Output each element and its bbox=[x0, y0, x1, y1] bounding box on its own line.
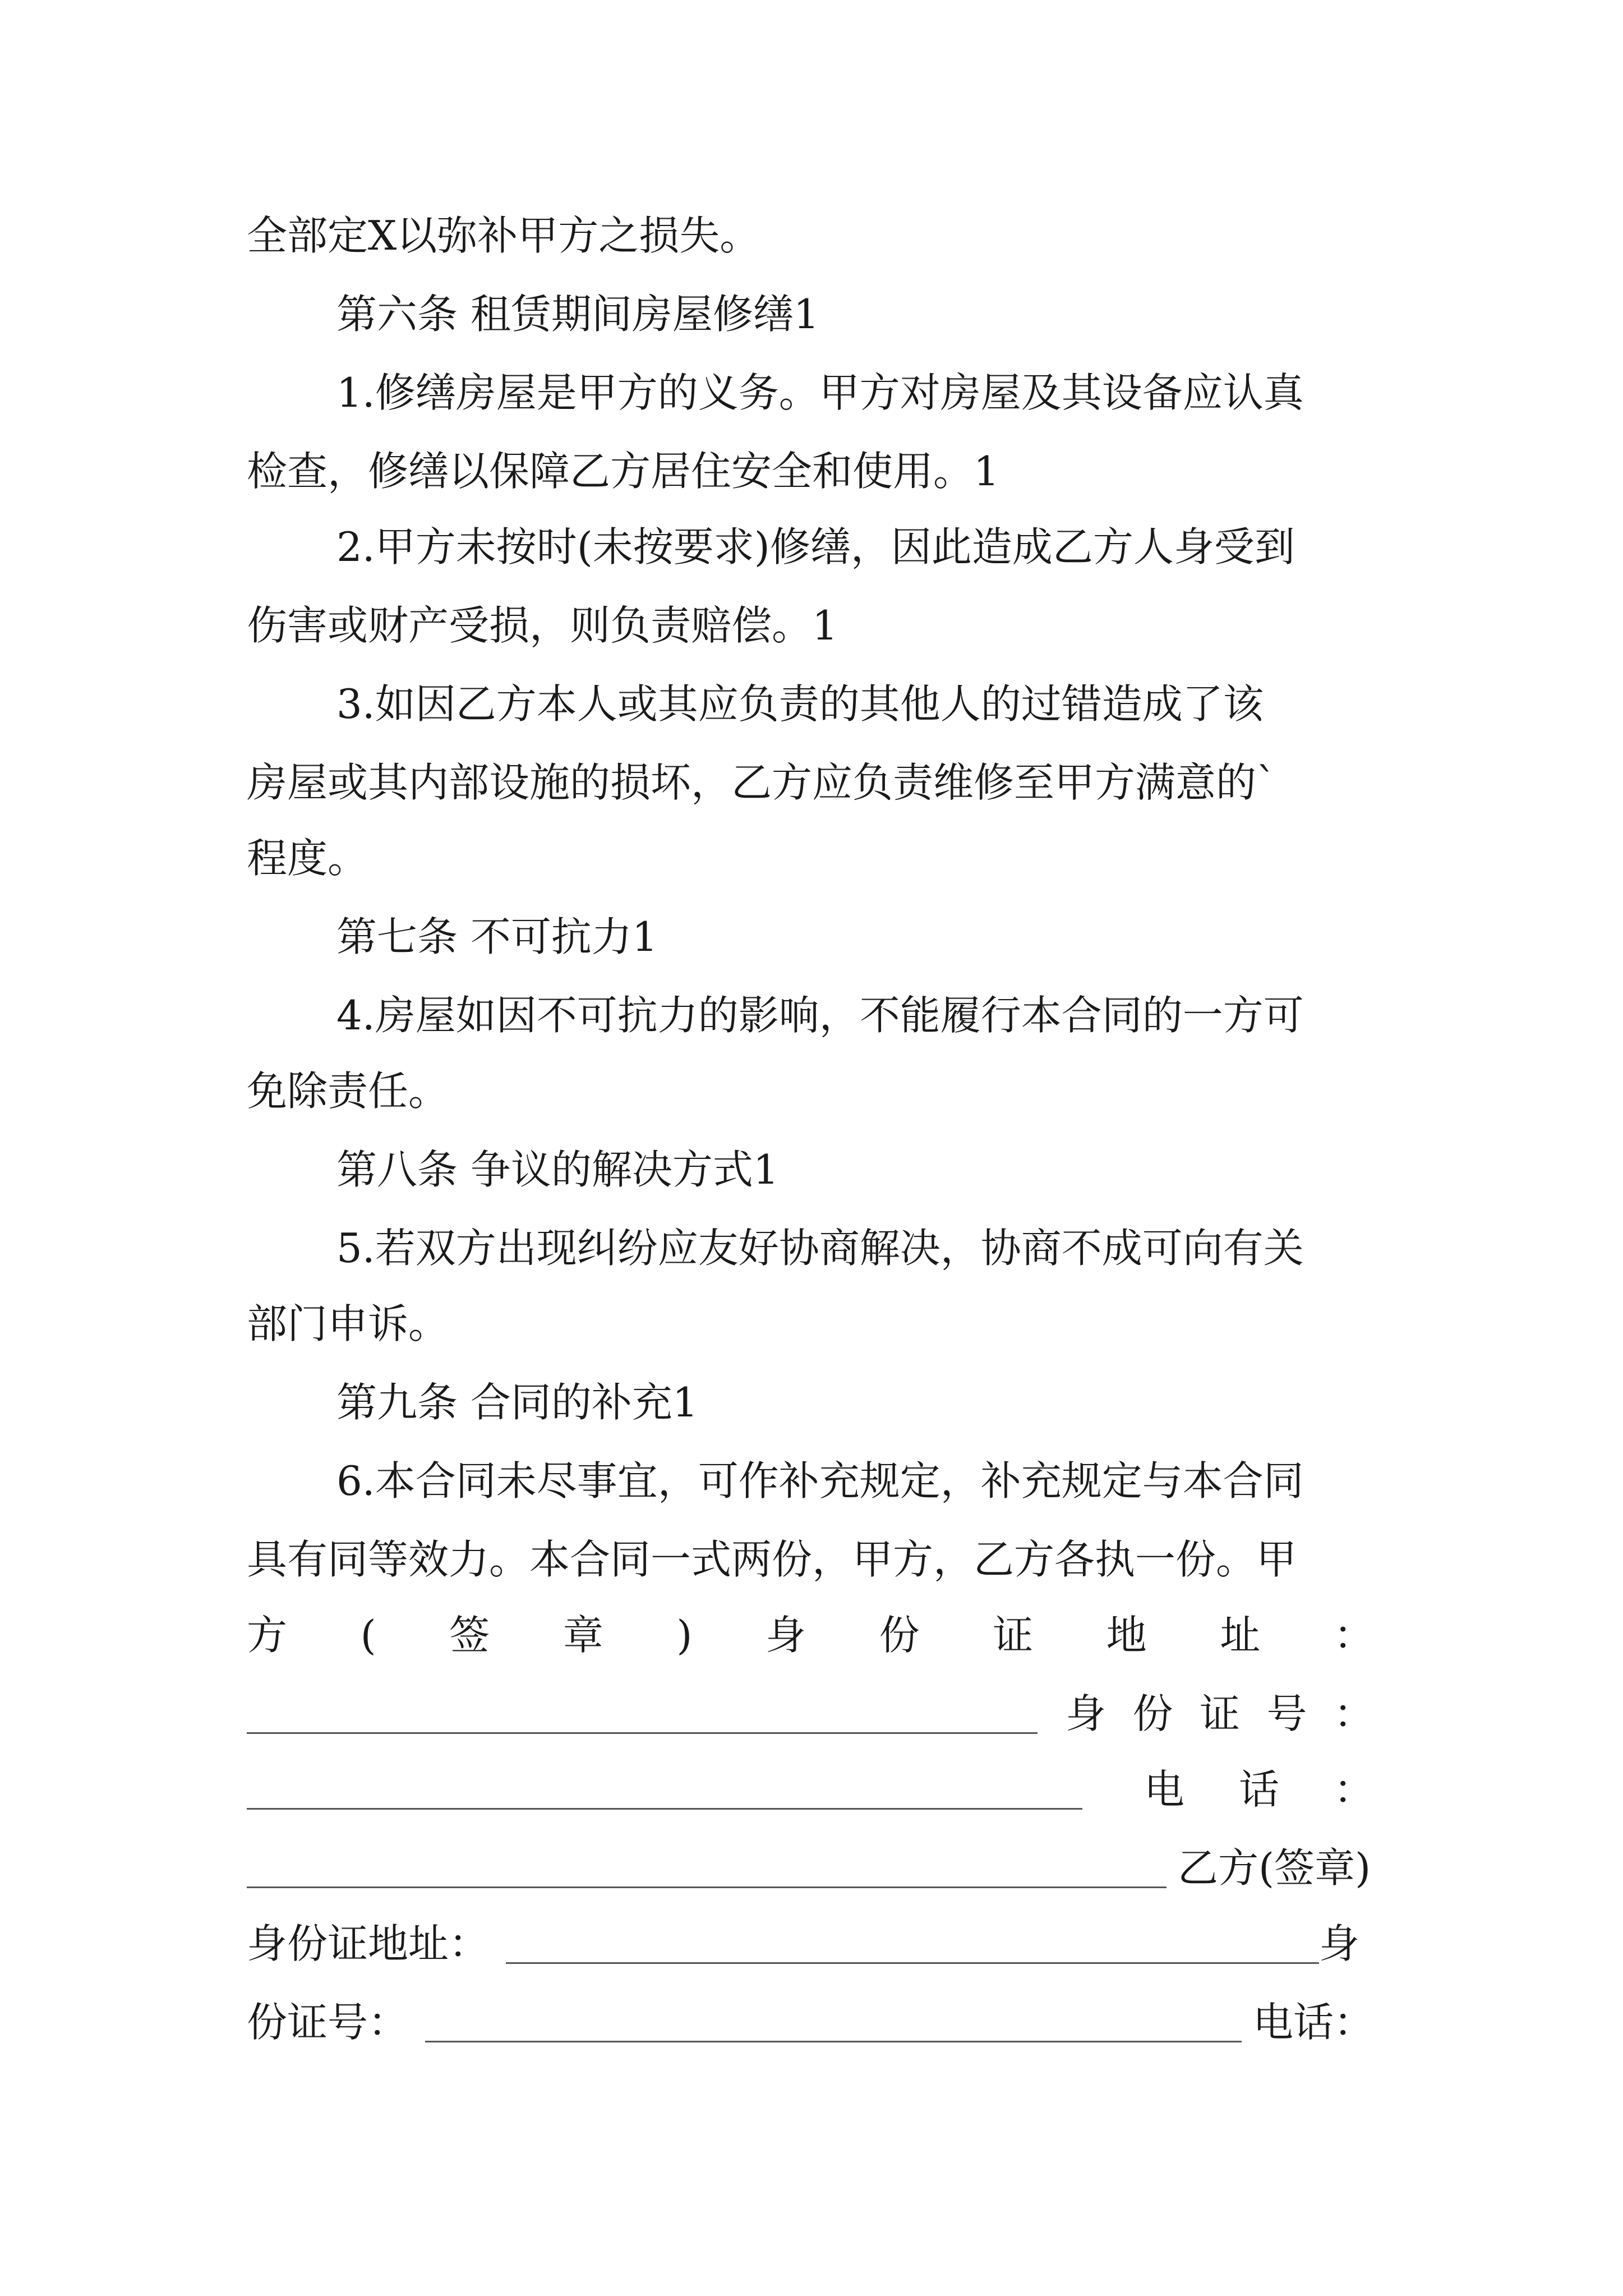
heading-char: 址 bbox=[1220, 1612, 1261, 1659]
article-8-heading: 第八条 争议的解决方式1 bbox=[336, 1146, 779, 1193]
party-b-id-address-row bbox=[247, 1916, 1374, 1972]
label-char: 身 bbox=[1066, 1690, 1106, 1737]
clause-5-line-2: 部门申诉。 bbox=[247, 1300, 449, 1347]
clause-3-line-2: 房屋或其内部设施的损坏，乙方应负责维修至甲方满意的` bbox=[247, 759, 1277, 806]
clause-6-line-1: 6.本合同未尽事宜，可作补充规定，补充规定与本合同 bbox=[336, 1457, 1304, 1504]
phone-blank-line bbox=[247, 1848, 1166, 1888]
clause-2-line-2: 伤害或财产受损，则负责赔偿。1 bbox=[247, 602, 838, 649]
id-address-blank-line bbox=[247, 1694, 1038, 1734]
clause-1-line-2: 检查，修缮以保障乙方居住安全和使用。1 bbox=[247, 448, 999, 495]
phone-label bbox=[1144, 1761, 1374, 1818]
heading-char: ： bbox=[1333, 1612, 1374, 1659]
article-7-heading: 第七条 不可抗力1 bbox=[336, 913, 658, 960]
heading-char: 方 bbox=[247, 1612, 288, 1659]
clause-1-line-1: 1.修缮房屋是甲方的义务。甲方对房屋及其设备应认真 bbox=[336, 369, 1304, 416]
label-char: 话 bbox=[1238, 1766, 1279, 1813]
id-number-label bbox=[1066, 1686, 1374, 1742]
heading-char: 章 bbox=[562, 1612, 603, 1659]
clause-3-line-3: 程度。 bbox=[247, 835, 368, 882]
paragraph-line: 全部定X以弥补甲方之损失。 bbox=[247, 212, 760, 259]
id-number-blank-line bbox=[247, 1770, 1082, 1810]
party-a-id-number-row bbox=[247, 1761, 1374, 1818]
label-char: 份 bbox=[1132, 1690, 1173, 1737]
heading-char: 签 bbox=[449, 1612, 490, 1659]
heading-char: 份 bbox=[879, 1612, 920, 1659]
heading-char: ) bbox=[676, 1612, 693, 1659]
heading-char: 地 bbox=[1106, 1612, 1147, 1659]
article-9-heading: 第九条 合同的补充1 bbox=[336, 1379, 698, 1426]
party-b-id-address-blank-line bbox=[506, 1924, 1319, 1964]
heading-char: 证 bbox=[993, 1612, 1034, 1659]
clause-3-line-1: 3.如因乙方本人或其应负责的其他人的过错造成了该 bbox=[336, 680, 1264, 728]
clause-2-line-1: 2.甲方未按时(未按要求)修缮，因此造成乙方人身受到 bbox=[336, 523, 1295, 570]
label-char: 号 bbox=[1266, 1690, 1307, 1737]
id-address-label: 身份证地址： bbox=[247, 1920, 490, 1967]
party-b-phone-label: 电话： bbox=[1252, 1999, 1374, 2046]
label-char: ： bbox=[1333, 1690, 1374, 1737]
id-number-prefix: 份证号： bbox=[247, 1999, 409, 2046]
party-a-signature-heading bbox=[247, 1607, 1374, 1663]
party-b-id-number-blank-line bbox=[425, 2003, 1242, 2042]
label-char: 电 bbox=[1144, 1766, 1185, 1813]
article-6-heading: 第六条 租赁期间房屋修缮1 bbox=[336, 291, 819, 338]
label-char: ： bbox=[1333, 1766, 1374, 1813]
clause-6-line-2: 具有同等效力。本合同一式两份，甲方，乙方各执一份。甲 bbox=[247, 1536, 1297, 1583]
heading-char: 身 bbox=[766, 1612, 806, 1659]
clause-5-line-1: 5.若双方出现纠纷应友好协商解决，协商不成可向有关 bbox=[336, 1225, 1304, 1272]
clause-4-line-2: 免除责任。 bbox=[247, 1068, 449, 1115]
party-a-id-address-row bbox=[247, 1686, 1374, 1742]
heading-char: ( bbox=[360, 1612, 376, 1659]
party-a-phone-row bbox=[247, 1840, 1374, 1896]
clause-4-line-1: 4.房屋如因不可抗力的影响，不能履行本合同的一方可 bbox=[336, 992, 1304, 1039]
label-char: 证 bbox=[1199, 1690, 1240, 1737]
party-b-id-number-row bbox=[247, 1994, 1374, 2050]
id-address-tail: 身 bbox=[1319, 1920, 1360, 1967]
party-b-signature-label: 乙方(签章) bbox=[1178, 1844, 1371, 1892]
